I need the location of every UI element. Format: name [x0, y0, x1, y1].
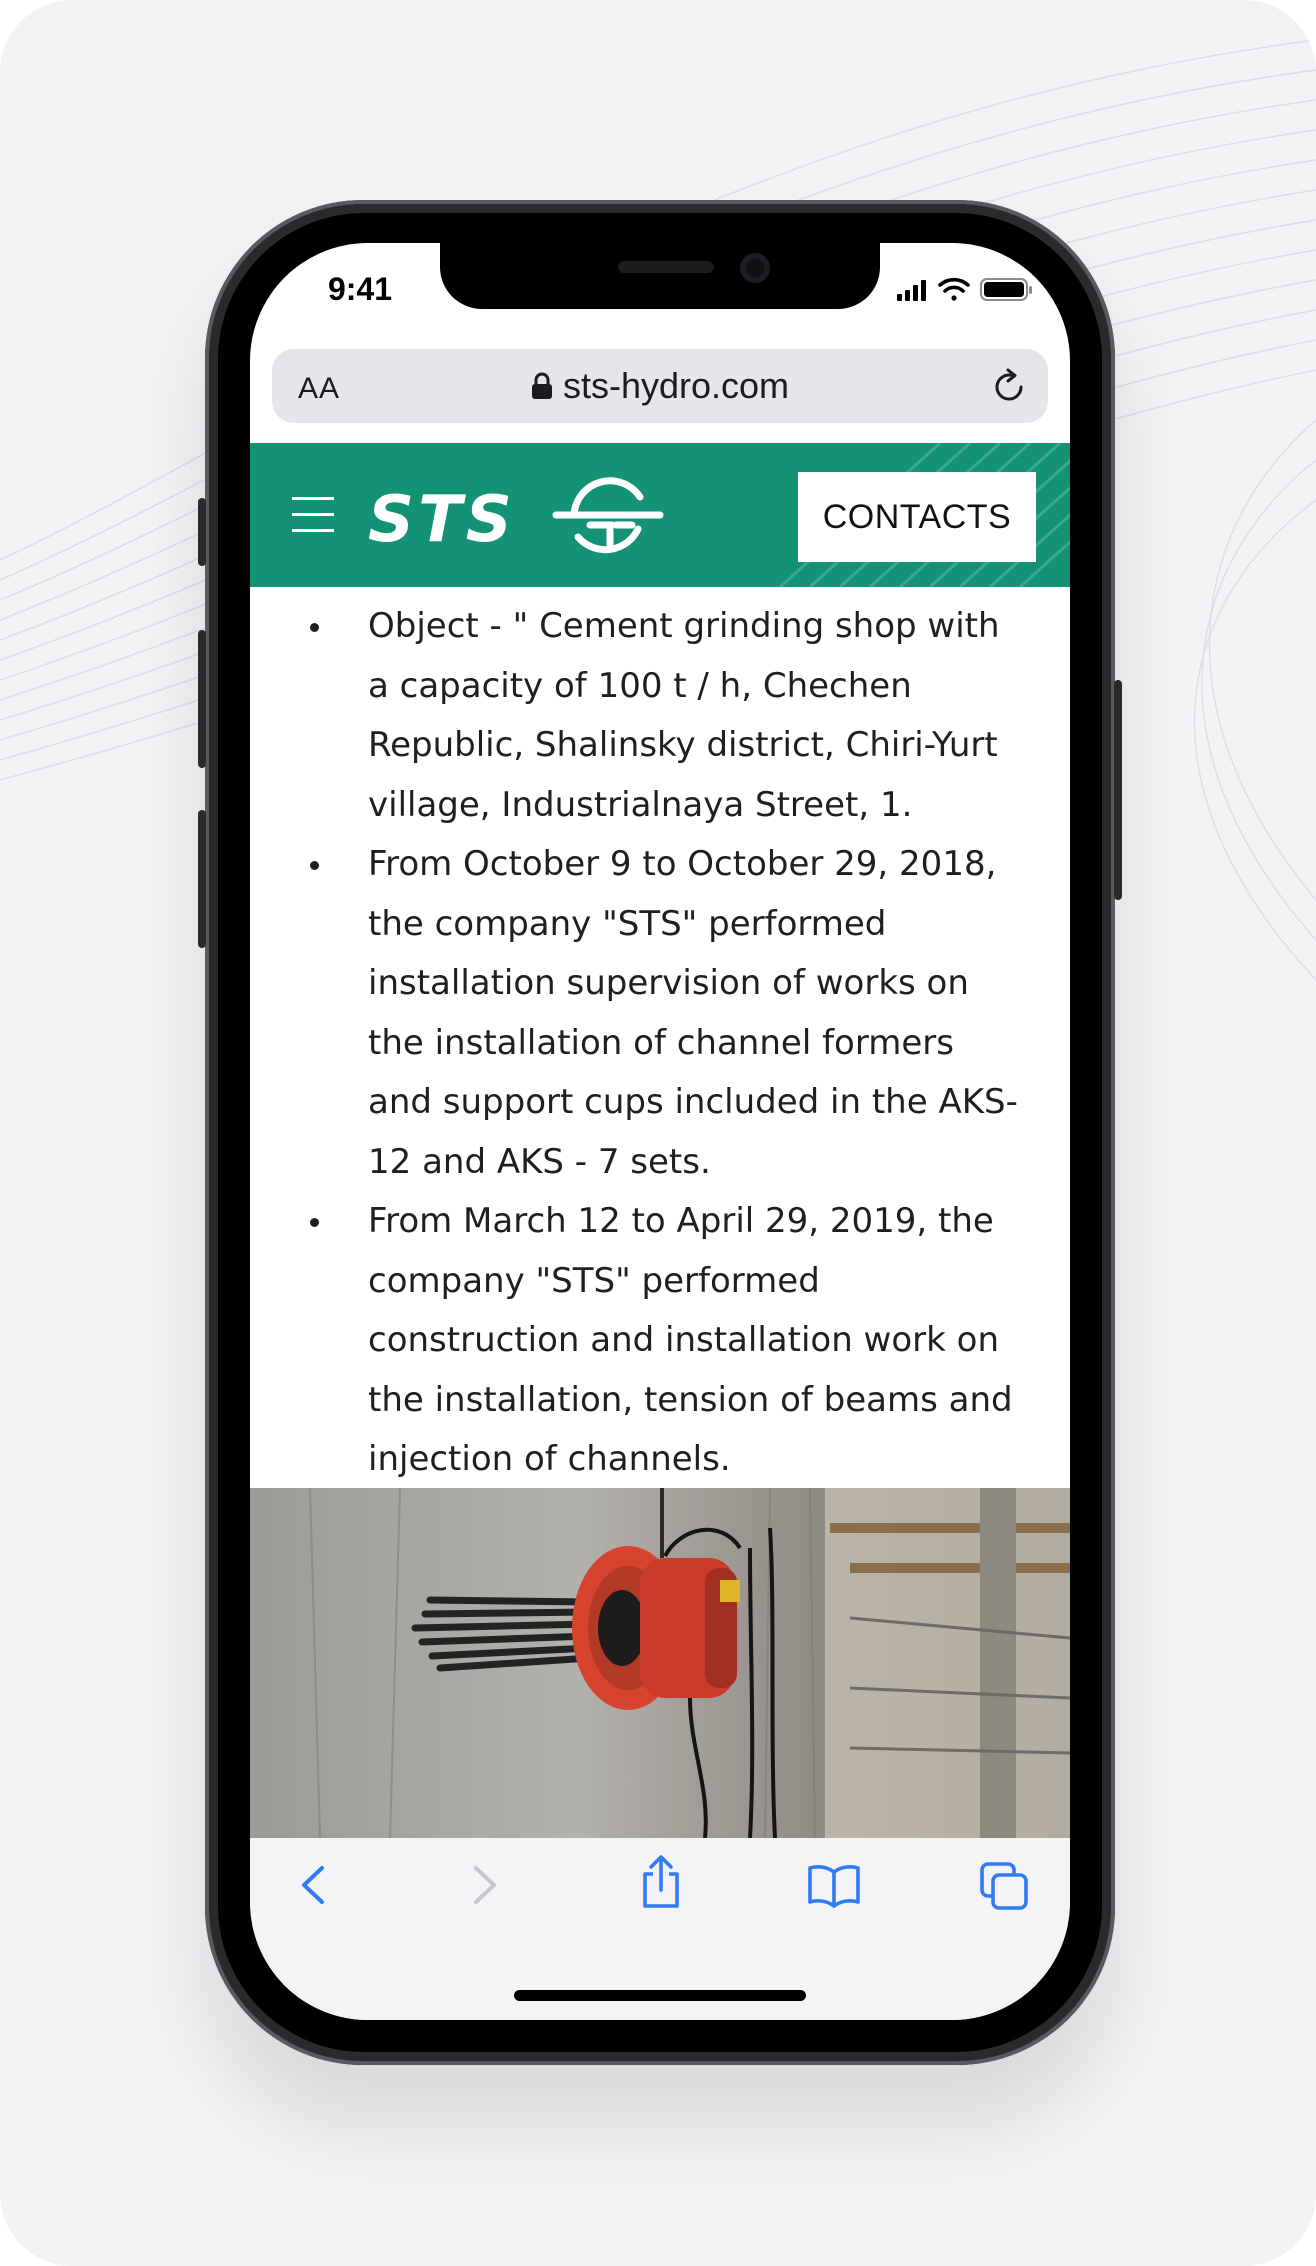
home-indicator[interactable]	[514, 1990, 806, 2001]
browser-toolbar	[250, 1838, 1070, 2020]
site-header	[250, 443, 1070, 587]
back-icon[interactable]	[290, 1860, 340, 1910]
list-item: Object - " Cement grinding shop with a capacity of 100 t / h, Chechen Republic, Shalinsky district, Chiri-Yurt village, Industrialnaya Street, 1.	[306, 597, 1026, 835]
url-display[interactable]	[272, 349, 1048, 423]
url-text: sts-hydro.com	[562, 365, 790, 406]
list-item: From October 9 to October 29, 2018, the company "STS" performed installation supervision of works on the installation of channel formers and support cups included in the AKS-12 and AKS - 7 sets.	[306, 835, 1026, 1192]
front-camera	[740, 253, 770, 283]
hamburger-menu-icon[interactable]	[292, 497, 334, 533]
wifi-icon	[940, 280, 968, 301]
power-button	[1114, 680, 1122, 900]
text-size-button[interactable]	[298, 365, 340, 407]
phone-screen	[250, 243, 1070, 2020]
cellular-signal-icon	[897, 280, 926, 301]
earpiece-speaker	[618, 261, 714, 273]
text-size-label: AA	[298, 372, 341, 405]
logo-wordmark: STS	[368, 483, 516, 557]
sts-logo[interactable]	[368, 475, 668, 561]
status-icons	[895, 274, 1045, 304]
project-photo	[250, 1488, 1070, 1838]
tabs-icon[interactable]	[978, 1860, 1030, 1912]
list-item: From March 12 to April 29, 2019, the company "STS" performed construction and installation work on the installation, tension of beams and injection of channels.	[306, 1192, 1026, 1490]
battery-icon	[981, 279, 1032, 300]
logo-emblem-icon	[556, 481, 660, 550]
volume-down-button	[198, 810, 206, 948]
status-time: 9:41	[327, 271, 393, 307]
notch	[440, 243, 880, 309]
forward-icon[interactable]	[458, 1860, 508, 1910]
volume-up-button	[198, 630, 206, 768]
reload-icon[interactable]	[990, 367, 1030, 407]
lock-icon	[531, 358, 553, 432]
share-icon[interactable]	[636, 1852, 686, 1912]
project-bullet-list	[306, 597, 1026, 1490]
mute-switch	[198, 498, 206, 566]
address-bar[interactable]	[272, 349, 1048, 423]
bookmarks-icon[interactable]	[806, 1860, 862, 1910]
contacts-button[interactable]: CONTACTS	[798, 472, 1036, 562]
